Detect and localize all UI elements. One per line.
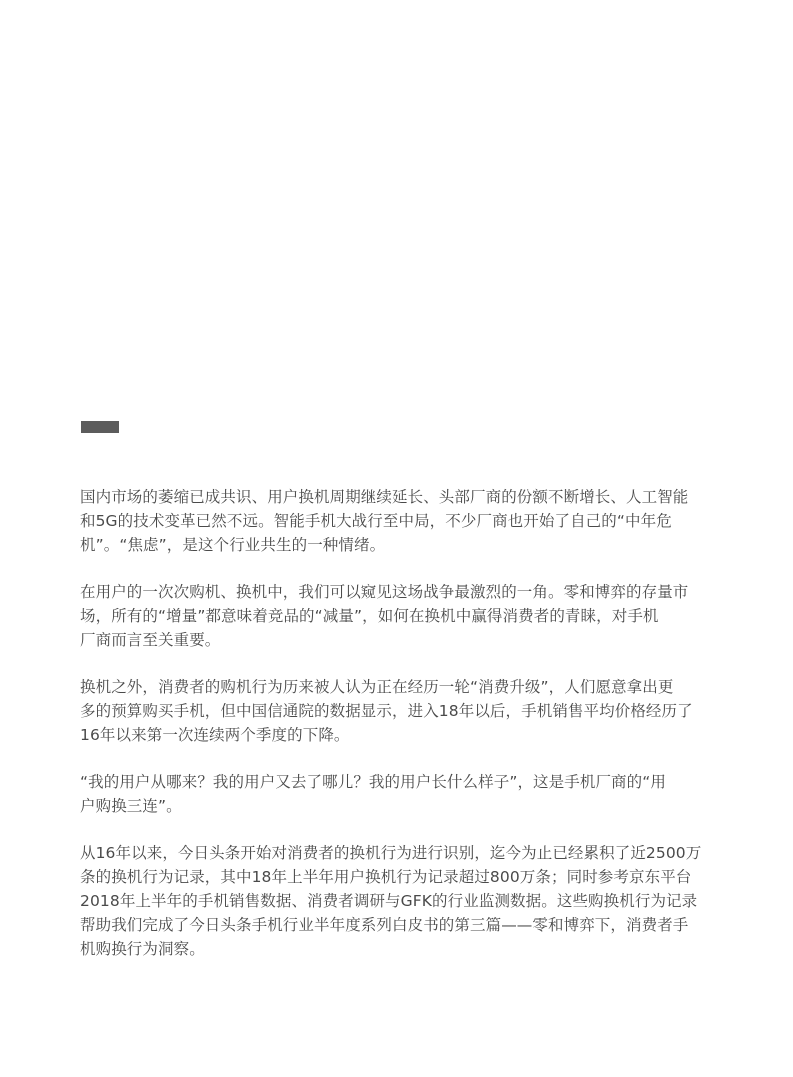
paragraph-line: 国内市场的萎缩已成共识、用户换机周期继续延长、头部厂商的份额不断增长、人工智能	[80, 488, 689, 506]
paragraph-line: 帮助我们完成了今日头条手机行业半年度系列白皮书的第三篇——零和博弈下，消费者手	[80, 916, 689, 934]
paragraph-line: 机购换行为洞察。	[80, 940, 205, 958]
paragraph-1	[80, 485, 714, 557]
paragraph-line: 2018年上半年的手机销售数据、消费者调研与GFK的行业监测数据。这些购换机行为记录	[80, 892, 698, 910]
paragraph-line: 在用户的一次次购机、换机中，我们可以窥见这场战争最激烈的一角。零和博弈的存量市	[80, 583, 689, 601]
paragraph-line: “我的用户从哪来？我的用户又去了哪儿？我的用户长什么样子”，这是手机厂商的“用	[80, 773, 666, 791]
paragraph-line: 机”。“焦虑”，是这个行业共生的一种情绪。	[80, 536, 386, 554]
paragraph-line: 厂商而言至关重要。	[80, 631, 221, 649]
paragraph-4	[80, 770, 714, 818]
paragraph-line: 场，所有的“增量”都意味着竞品的“减量”，如何在换机中赢得消费者的青睐，对手机	[80, 607, 659, 625]
paragraph-line: 换机之外，消费者的购机行为历来被人认为正在经历一轮“消费升级”，人们愿意拿出更	[80, 678, 674, 696]
paragraph-line: 条的换机行为记录，其中18年上半年用户换机行为记录超过800万条；同时参考京东平台	[80, 868, 692, 886]
paragraph-line: 多的预算购买手机，但中国信通院的数据显示，进入18年以后，手机销售平均价格经历了	[80, 702, 693, 720]
paragraph-3	[80, 675, 714, 747]
paragraph-line: 16年以来第一次连续两个季度的下降。	[80, 726, 350, 744]
paragraph-line: 户购换三连”。	[80, 797, 182, 815]
article-body	[80, 485, 714, 984]
paragraph-2	[80, 580, 714, 652]
section-marker-bar	[81, 421, 119, 433]
paragraph-line: 和5G的技术变革已然不远。智能手机大战行至中局，不少厂商也开始了自己的“中年危	[80, 512, 672, 530]
paragraph-5	[80, 841, 714, 961]
paragraph-line: 从16年以来，今日头条开始对消费者的换机行为进行识别，迄今为止已经累积了近2500万	[80, 844, 702, 862]
